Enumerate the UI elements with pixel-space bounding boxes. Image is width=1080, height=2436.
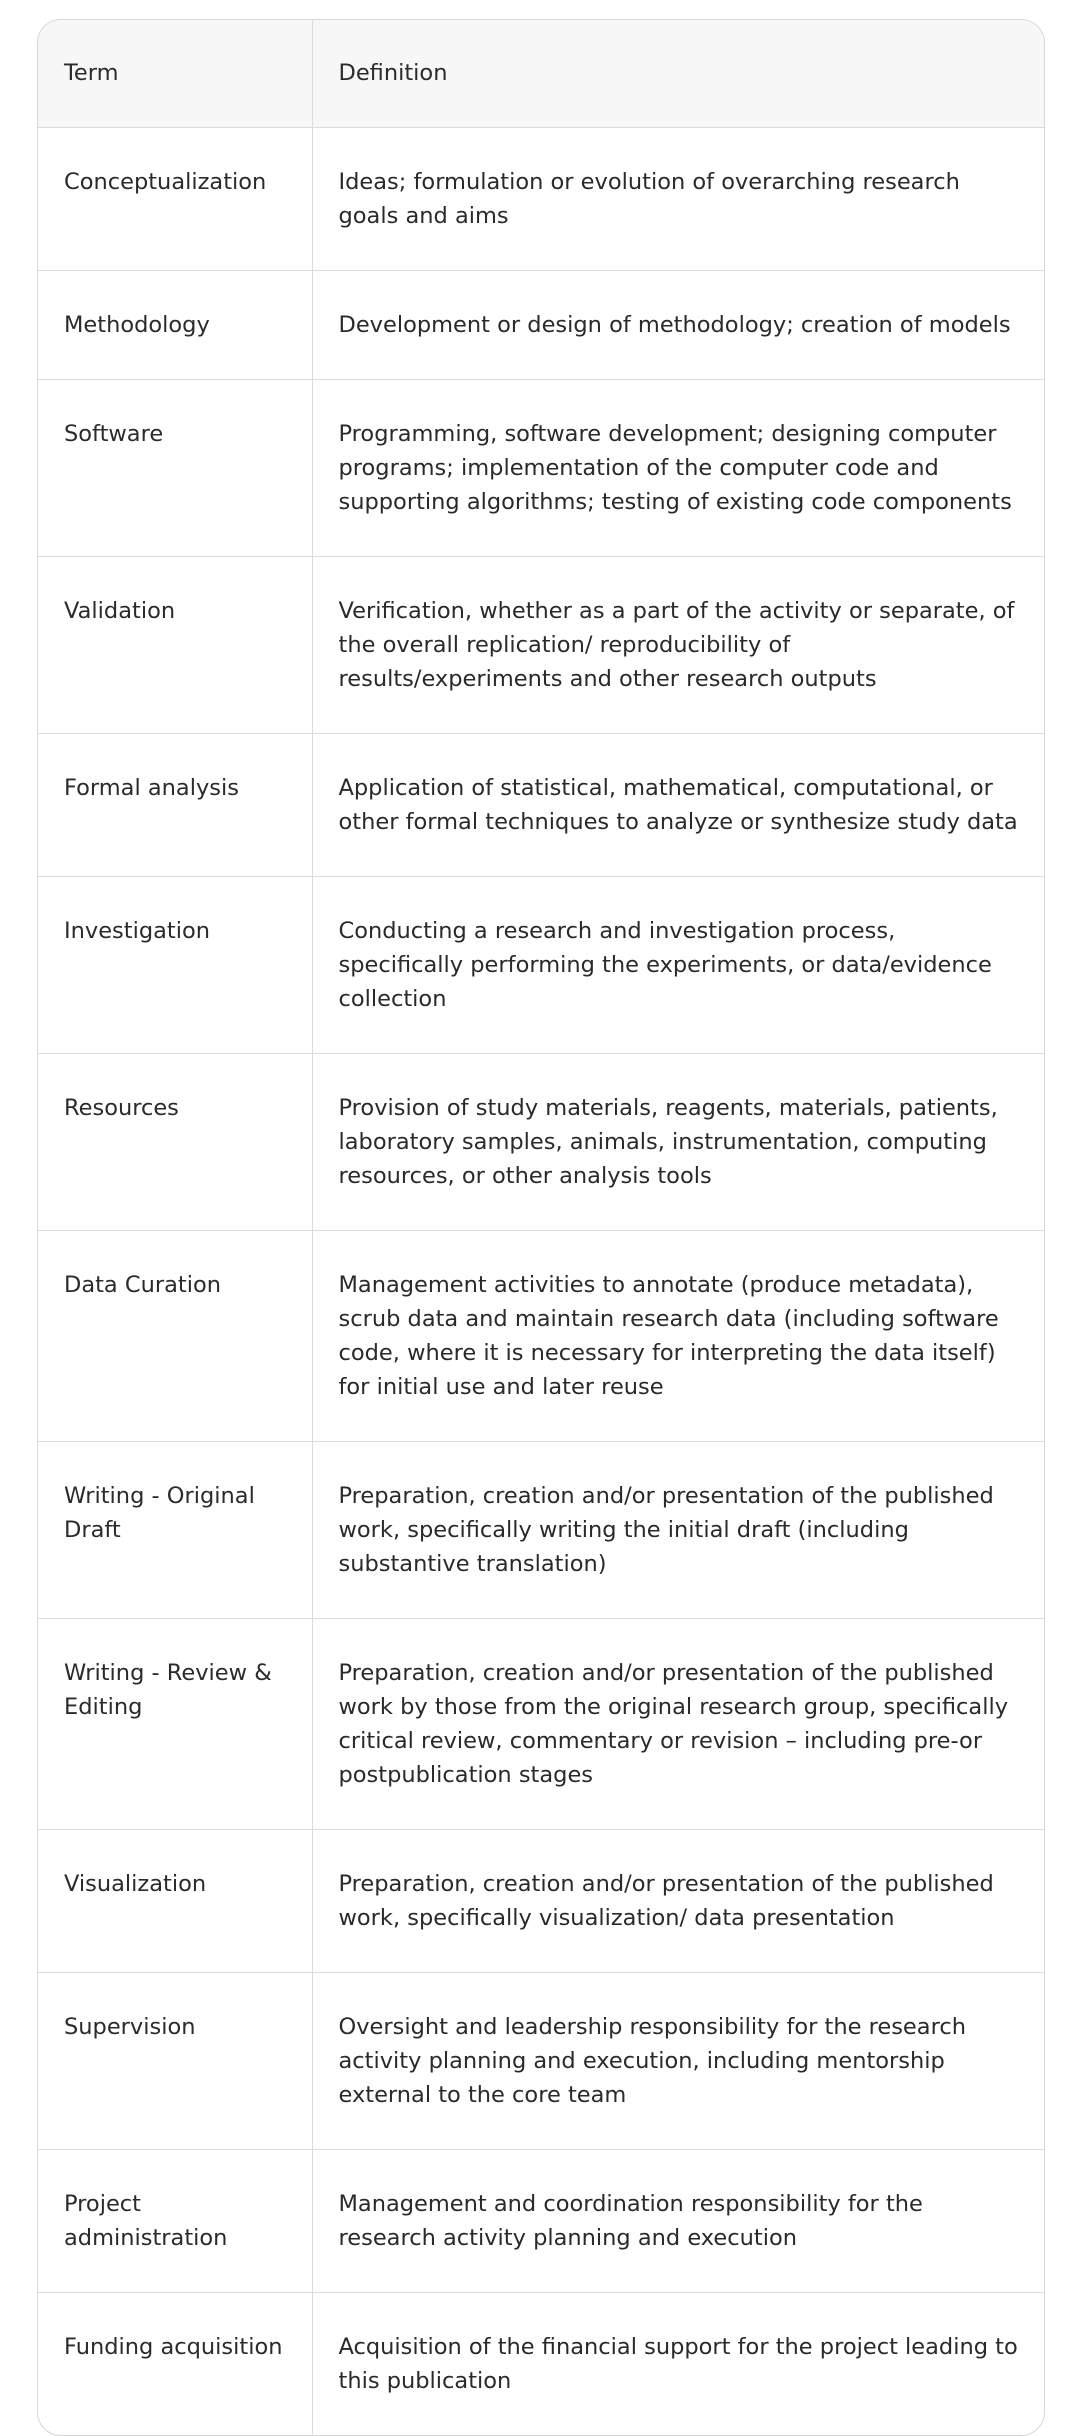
definition-cell: Preparation, creation and/or presentation of the published work, specifically visualization/ data presentation — [312, 1830, 1044, 1973]
column-header-term: Term — [38, 20, 312, 128]
credit-taxonomy-table — [37, 19, 1045, 2436]
definition-cell: Preparation, creation and/or presentation of the published work, specifically writing the initial draft (including substantive translation) — [312, 1442, 1044, 1619]
term-cell: Conceptualization — [38, 128, 312, 271]
table-row — [38, 271, 1044, 380]
table-row — [38, 128, 1044, 271]
term-cell: Writing - Original Draft — [38, 1442, 312, 1619]
definition-cell: Ideas; formulation or evolution of overarching research goals and aims — [312, 128, 1044, 271]
terms-table — [38, 20, 1044, 2435]
header-row — [38, 20, 1044, 128]
term-cell: Investigation — [38, 877, 312, 1054]
term-cell: Validation — [38, 557, 312, 734]
definition-cell: Development or design of methodology; creation of models — [312, 271, 1044, 380]
term-cell: Software — [38, 380, 312, 557]
term-cell: Resources — [38, 1054, 312, 1231]
definition-cell: Preparation, creation and/or presentation of the published work by those from the original research group, specifically critical review, commentary or revision – including pre-or postpublication stages — [312, 1619, 1044, 1830]
table-row — [38, 1973, 1044, 2150]
definition-cell: Management activities to annotate (produce metadata), scrub data and maintain research data (including software code, where it is necessary for interpreting the data itself) for initial use and later reuse — [312, 1231, 1044, 1442]
definition-cell: Oversight and leadership responsibility for the research activity planning and execution, including mentorship external to the core team — [312, 1973, 1044, 2150]
term-cell: Funding acquisition — [38, 2293, 312, 2436]
term-cell: Project administration — [38, 2150, 312, 2293]
definition-cell: Provision of study materials, reagents, materials, patients, laboratory samples, animals, instrumentation, computing resources, or other analysis tools — [312, 1054, 1044, 1231]
definition-cell: Verification, whether as a part of the activity or separate, of the overall replication/ reproducibility of results/experiments and other research outputs — [312, 557, 1044, 734]
table-row — [38, 1231, 1044, 1442]
table-row — [38, 1054, 1044, 1231]
term-cell: Formal analysis — [38, 734, 312, 877]
table-body — [38, 128, 1044, 2436]
table-row — [38, 2293, 1044, 2436]
table-row — [38, 557, 1044, 734]
table-header — [38, 20, 1044, 128]
table-row — [38, 734, 1044, 877]
definition-cell: Conducting a research and investigation process, specifically performing the experiments, or data/evidence collection — [312, 877, 1044, 1054]
column-header-definition: Definition — [312, 20, 1044, 128]
term-cell: Writing - Review & Editing — [38, 1619, 312, 1830]
term-cell: Data Curation — [38, 1231, 312, 1442]
table-row — [38, 380, 1044, 557]
definition-cell: Management and coordination responsibility for the research activity planning and execution — [312, 2150, 1044, 2293]
term-cell: Methodology — [38, 271, 312, 380]
term-cell: Supervision — [38, 1973, 312, 2150]
definition-cell: Application of statistical, mathematical, computational, or other formal techniques to analyze or synthesize study data — [312, 734, 1044, 877]
table-row — [38, 877, 1044, 1054]
table-row — [38, 1442, 1044, 1619]
term-cell: Visualization — [38, 1830, 312, 1973]
table-row — [38, 2150, 1044, 2293]
table-row — [38, 1830, 1044, 1973]
definition-cell: Acquisition of the financial support for the project leading to this publication — [338, 2334, 1018, 2394]
definition-cell: Programming, software development; designing computer programs; implementation of the computer code and supporting algorithms; testing of existing code components — [312, 380, 1044, 557]
table-row — [38, 1619, 1044, 1830]
